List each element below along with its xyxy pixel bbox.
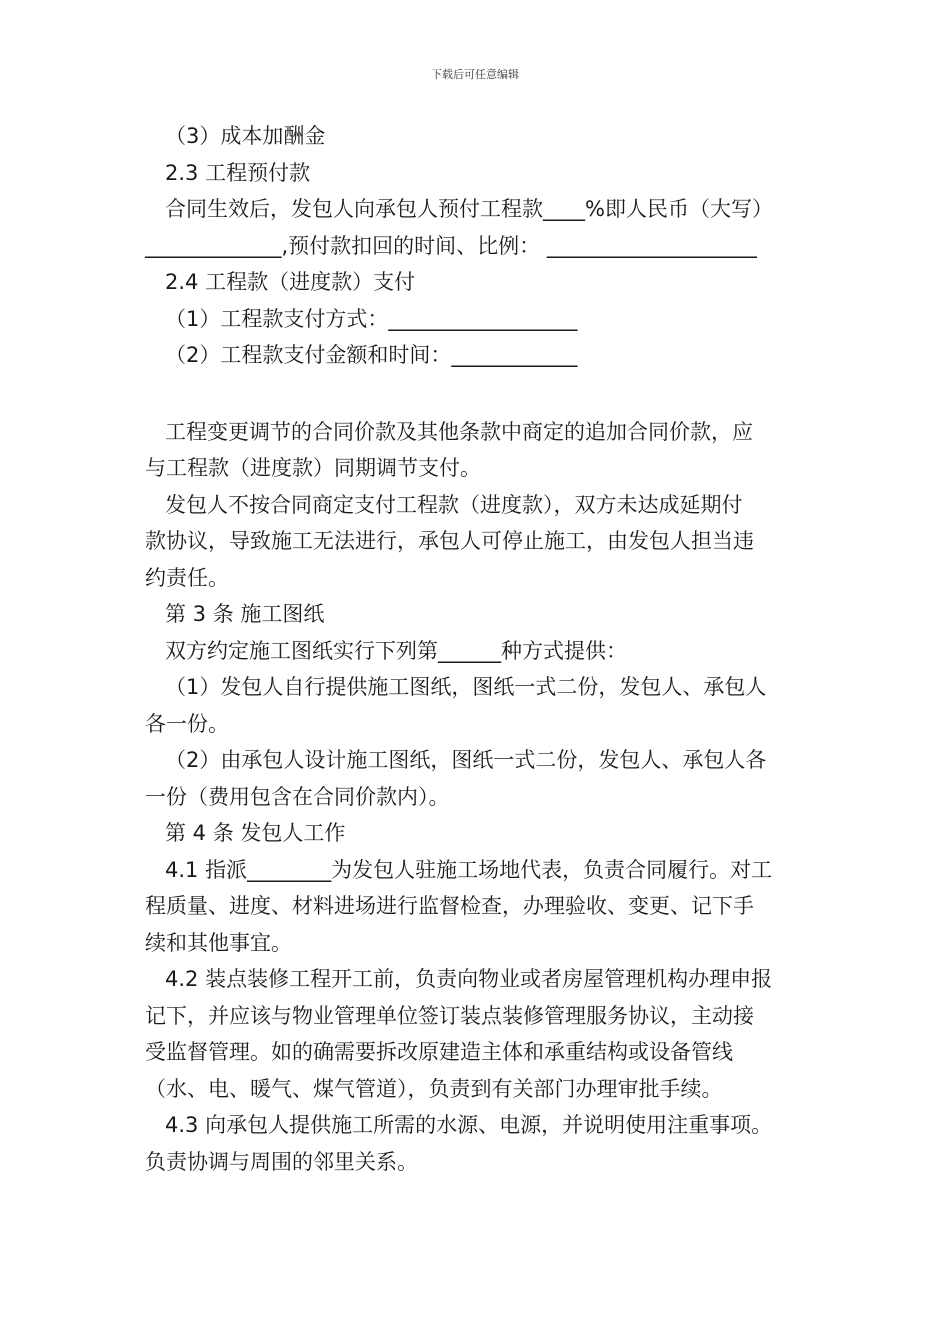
- paragraph-line: 受监督管理。如的确需要拆改原建造主体和承重结构或设备管线: [145, 1040, 733, 1064]
- paragraph-line: 一份（费用包含在合同价款内）。: [145, 784, 450, 809]
- section-heading: 2.3 工程预付款: [165, 160, 311, 185]
- paragraph-line: 工程变更调节的合同价款及其他条款中商定的追加合同价款，应: [165, 419, 753, 444]
- paragraph-line: 各一份。: [145, 711, 229, 736]
- text-line: （2）工程款支付金额和时间：____________: [165, 343, 578, 367]
- paragraph-line: 发包人不按合同商定支付工程款（进度款），双方未达成延期付: [165, 492, 743, 517]
- paragraph-line: 约责任。: [145, 565, 229, 590]
- section-heading: 2.4 工程款（进度款）支付: [165, 270, 416, 294]
- paragraph-line: 负责协调与周围的邻里关系。: [145, 1149, 418, 1174]
- article-heading: 第 4 条 发包人工作: [165, 821, 346, 845]
- page-header: 下载后可任意编辑: [431, 68, 519, 81]
- text-line: （1）工程款支付方式：__________________: [165, 306, 578, 331]
- article-heading: 第 3 条 施工图纸: [165, 602, 325, 626]
- paragraph-line: 4.1 指派________为发包人驻施工场地代表，负责合同履行。对工: [165, 857, 773, 882]
- paragraph-line: （2）由承包人设计施工图纸，图纸一式二份，发包人、承包人各: [165, 748, 767, 772]
- blank-space: [145, 374, 810, 414]
- paragraph-line: （1）发包人自行提供施工图纸，图纸一式二份，发包人、承包人: [165, 675, 767, 699]
- paragraph-line: 记下，并应该与物业管理单位签订装点装修管理服务协议，主动接: [145, 1003, 754, 1028]
- paragraph-line: 续和其他事宜。: [145, 930, 292, 955]
- paragraph-line: 程质量、进度、材料进场进行监督检查，办理验收、变更、记下手: [145, 894, 754, 918]
- paragraph-line: 双方约定施工图纸实行下列第______种方式提供：: [165, 638, 627, 663]
- paragraph-line: （水、电、暖气、煤气管道），负责到有关部门办理审批手续。: [145, 1076, 723, 1101]
- paragraph-line: 款协议，导致施工无法进行，承包人可停止施工，由发包人担当违: [145, 529, 754, 553]
- text-line: 合同生效后，发包人向承包人预付工程款____%即人民币（大写）: [165, 197, 773, 221]
- paragraph-line: 4.2 装点装修工程开工前，负责向物业或者房屋管理机构办理申报: [165, 967, 773, 991]
- paragraph-line: 与工程款（进度款）同期调节支付。: [145, 456, 481, 480]
- text-line: （3）成本加酬金: [165, 124, 326, 148]
- paragraph-line: 4.3 向承包人提供施工所需的水源、电源，并说明使用注重事项。: [165, 1113, 773, 1137]
- document-body: [145, 118, 810, 1180]
- text-line: _____________,预付款扣回的时间、比例： ____________________: [145, 233, 757, 258]
